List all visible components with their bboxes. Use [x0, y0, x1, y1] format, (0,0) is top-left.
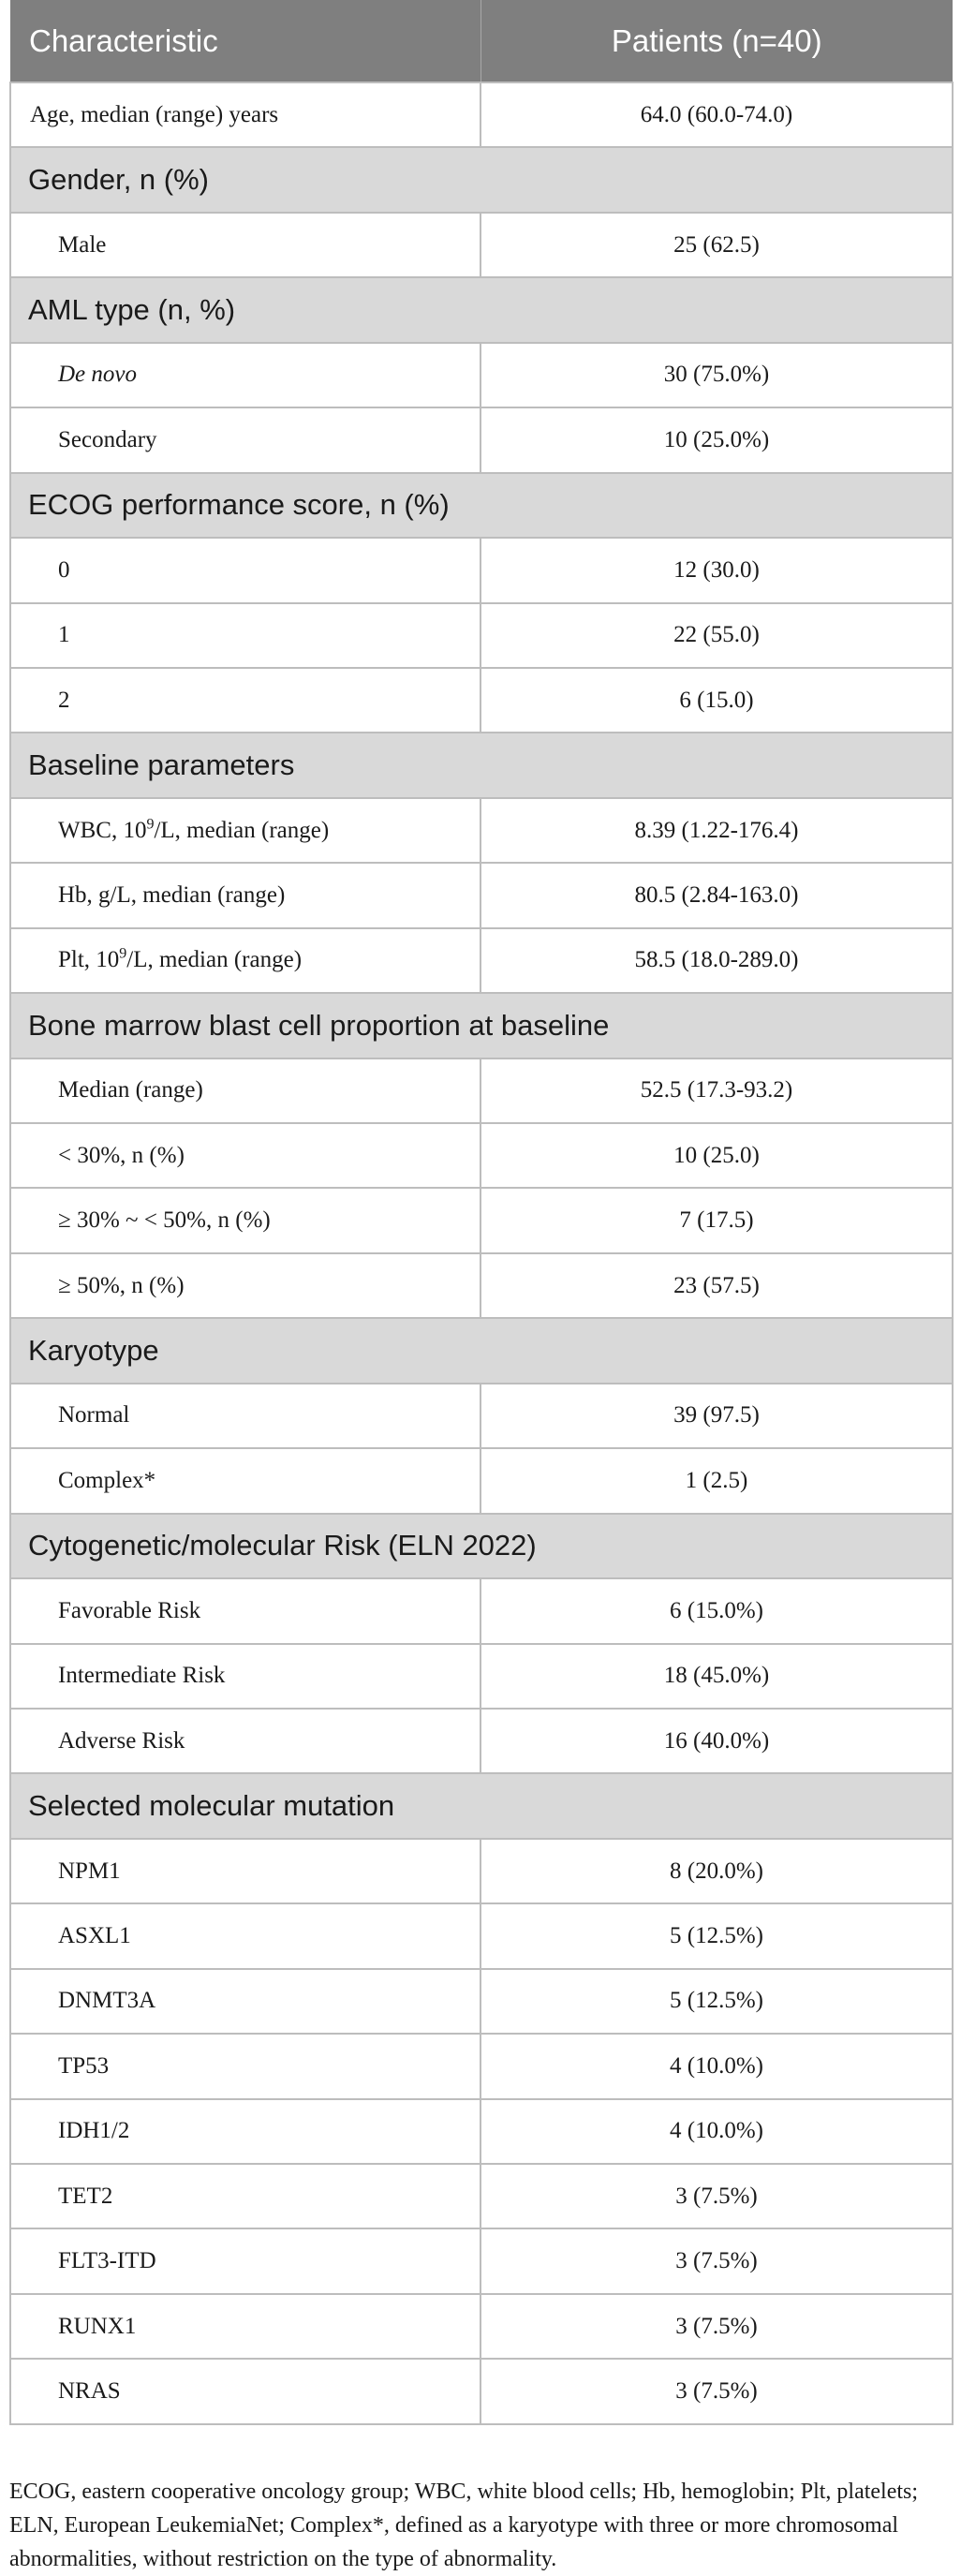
- row-value: 25 (62.5): [480, 213, 953, 277]
- row-value: 52.5 (17.3-93.2): [480, 1059, 953, 1123]
- section-risk: [10, 1514, 953, 1578]
- table-row: [10, 1709, 953, 1773]
- section-gender: [10, 147, 953, 212]
- row-label: ≥ 50%, n (%): [10, 1253, 480, 1318]
- row-value: 3 (7.5%): [480, 2359, 953, 2423]
- header-characteristic: Characteristic: [10, 0, 480, 82]
- row-value: 3 (7.5%): [480, 2164, 953, 2228]
- row-value: 7 (17.5): [480, 1188, 953, 1252]
- row-label: DNMT3A: [10, 1969, 480, 2034]
- row-label: NPM1: [10, 1839, 480, 1903]
- table-row: [10, 798, 953, 863]
- table-row: [10, 1903, 953, 1968]
- row-label: NRAS: [10, 2359, 480, 2423]
- row-label: ≥ 30% ~ < 50%, n (%): [10, 1188, 480, 1252]
- table-row: [10, 1644, 953, 1709]
- superscript: 9: [119, 946, 127, 963]
- label-text: /L, median (range): [126, 947, 303, 973]
- row-label: De novo: [10, 343, 480, 407]
- row-value: 58.5 (18.0-289.0): [480, 928, 953, 993]
- table-footnote: ECOG, eastern cooperative oncology group; WBC, white blood cells; Hb, hemoglobin; Plt, platelets; ELN, European LeukemiaNet; Complex*, defined as a karyotype with three or more chromosomal abnormalities, without restriction on the type of abnormality.: [9, 2480, 919, 2571]
- section-title: Karyotype: [10, 1318, 953, 1383]
- row-value: 10 (25.0): [480, 1123, 953, 1188]
- section-title: Baseline parameters: [10, 733, 953, 797]
- section-blast: [10, 993, 953, 1058]
- patient-characteristics-table: [9, 0, 954, 2425]
- label-text: /L, median (range): [154, 817, 330, 843]
- header-patients: Patients (n=40): [480, 0, 953, 82]
- row-value: 23 (57.5): [480, 1253, 953, 1318]
- row-label: Favorable Risk: [10, 1578, 480, 1643]
- section-mutation: [10, 1773, 953, 1838]
- row-value: 6 (15.0): [480, 668, 953, 733]
- header-row: [10, 0, 953, 82]
- row-label: Adverse Risk: [10, 1709, 480, 1773]
- table-row: [10, 2359, 953, 2423]
- table-row: [10, 2034, 953, 2098]
- row-label: 0: [10, 538, 480, 602]
- table-row: [10, 2099, 953, 2164]
- row-label: Secondary: [10, 407, 480, 472]
- table-row: [10, 2228, 953, 2293]
- label-text: Plt, 10: [58, 947, 120, 973]
- row-label: 2: [10, 668, 480, 733]
- row-value: 1 (2.5): [480, 1448, 953, 1513]
- row-label: Male: [10, 213, 480, 277]
- table-row: [10, 1578, 953, 1643]
- label-text: WBC, 10: [58, 817, 147, 843]
- row-value: 8 (20.0%): [480, 1839, 953, 1903]
- row-value: 80.5 (2.84-163.0): [480, 863, 953, 927]
- row-label: FLT3-ITD: [10, 2228, 480, 2293]
- table-row: [10, 668, 953, 733]
- section-title: ECOG performance score, n (%): [10, 473, 953, 538]
- section-baseline: [10, 733, 953, 797]
- table-row: [10, 2164, 953, 2228]
- row-value: 30 (75.0%): [480, 343, 953, 407]
- row-label: TET2: [10, 2164, 480, 2228]
- row-value: 39 (97.5): [480, 1384, 953, 1448]
- row-label: Complex*: [10, 1448, 480, 1513]
- row-label: 1: [10, 603, 480, 668]
- row-label: [10, 928, 480, 993]
- row-label: Age, median (range) years: [10, 82, 480, 147]
- row-value: 4 (10.0%): [480, 2034, 953, 2098]
- table-row: [10, 82, 953, 147]
- row-value: 64.0 (60.0-74.0): [480, 82, 953, 147]
- table-row: [10, 2294, 953, 2359]
- table-row: [10, 343, 953, 407]
- section-aml-type: [10, 277, 953, 342]
- row-label: ASXL1: [10, 1903, 480, 1968]
- row-label: < 30%, n (%): [10, 1123, 480, 1188]
- row-value: 3 (7.5%): [480, 2294, 953, 2359]
- section-title: Cytogenetic/molecular Risk (ELN 2022): [10, 1514, 953, 1578]
- row-value: 6 (15.0%): [480, 1578, 953, 1643]
- section-karyotype: [10, 1318, 953, 1383]
- row-label: Hb, g/L, median (range): [10, 863, 480, 927]
- row-value: 8.39 (1.22-176.4): [480, 798, 953, 863]
- row-value: 5 (12.5%): [480, 1903, 953, 1968]
- table-row: [10, 1059, 953, 1123]
- table-row: [10, 603, 953, 668]
- table-row: [10, 1384, 953, 1448]
- section-title: Bone marrow blast cell proportion at baseline: [10, 993, 953, 1058]
- section-title: Gender, n (%): [10, 147, 953, 212]
- row-value: 10 (25.0%): [480, 407, 953, 472]
- table-row: [10, 407, 953, 472]
- section-title: Selected molecular mutation: [10, 1773, 953, 1838]
- row-value: 16 (40.0%): [480, 1709, 953, 1773]
- row-value: 5 (12.5%): [480, 1969, 953, 2034]
- table-row: [10, 1123, 953, 1188]
- row-value: 18 (45.0%): [480, 1644, 953, 1709]
- row-label: RUNX1: [10, 2294, 480, 2359]
- table-row: [10, 538, 953, 602]
- table-row: [10, 928, 953, 993]
- row-label: [10, 798, 480, 863]
- table-row: [10, 1253, 953, 1318]
- section-ecog: [10, 473, 953, 538]
- row-label: IDH1/2: [10, 2099, 480, 2164]
- row-label: Intermediate Risk: [10, 1644, 480, 1709]
- table-row: [10, 1448, 953, 1513]
- row-value: 3 (7.5%): [480, 2228, 953, 2293]
- row-value: 12 (30.0): [480, 538, 953, 602]
- section-title: AML type (n, %): [10, 277, 953, 342]
- row-label: Normal: [10, 1384, 480, 1448]
- row-label: TP53: [10, 2034, 480, 2098]
- table-row: [10, 1839, 953, 1903]
- characteristics-table-wrapper: [9, 0, 952, 2425]
- row-value: 22 (55.0): [480, 603, 953, 668]
- table-row: [10, 1969, 953, 2034]
- table-row: [10, 213, 953, 277]
- table-row: [10, 1188, 953, 1252]
- row-value: 4 (10.0%): [480, 2099, 953, 2164]
- superscript: 9: [146, 816, 155, 833]
- table-row: [10, 863, 953, 927]
- row-label: Median (range): [10, 1059, 480, 1123]
